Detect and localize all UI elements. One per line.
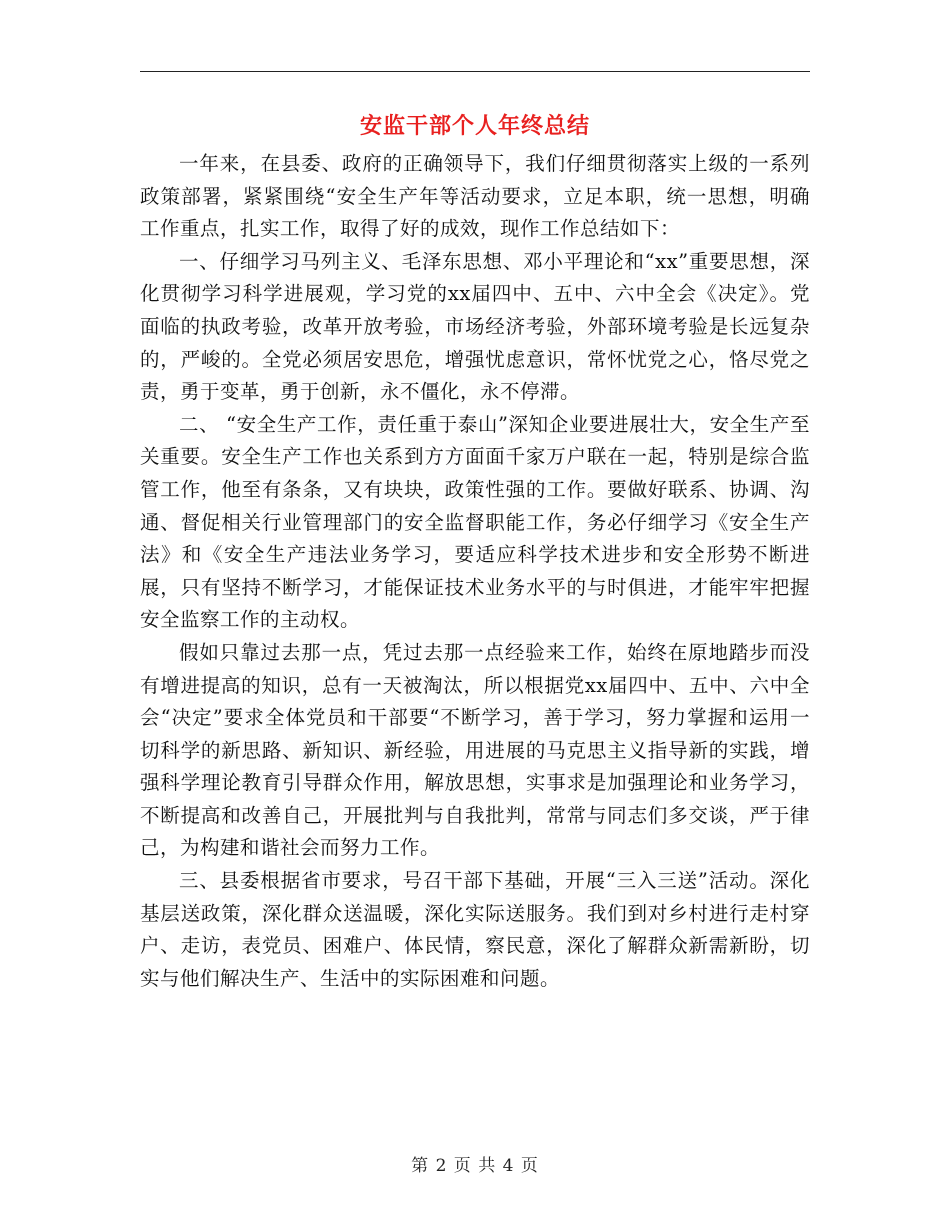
paragraph-section-3: 三、县委根据省市要求，号召干部下基础，开展“三入三送”活动。深化基层送政策，深化群众送温暖，深化实际送服务。我们到对乡村进行走村穿户、走访，表党员、困难户、体民情，察民意，深化了解群众新需新盼，切实与他们解决生产、生活中的实际困难和问题。 — [140, 869, 810, 990]
document-title: 安监干部个人年终总结 — [359, 113, 590, 139]
header-rule — [140, 71, 810, 72]
paragraph-section-1: 一、仔细学习马列主义、毛泽东思想、邓小平理论和“xx”重要思想，深化贯彻学习科学进展观，学习党的xx届四中、五中、六中全会《决定》。党面临的执政考验，改革开放考验，市场经济考验，外部环境考验是长远复杂的，严峻的。全党必须居安思危，增强忧虑意识，常怀忧党之心，恪尽党之责，勇于变革，勇于创新，永不僵化，永不停滞。 — [140, 249, 810, 404]
paragraph-section-2: 二、 “安全生产工作，责任重于泰山”深知企业要进展壮大，安全生产至关重要。安全生产工作也关系到方方面面千家万户联在一起，特别是综合监管工作，他至有条条，又有块块，政策性强的工作。要做好联系、协调、沟通、督促相关行业管理部门的安全监督职能工作，务必仔细学习《安全生产法》和《安全生产违法业务学习，要适应科学技术进步和安全形势不断进展，只有坚持不断学习，才能保证技术业务水平的与时俱进，才能牢牢把握安全监察工作的主动权。 — [140, 412, 810, 632]
page-number: 第 2 页 共 4 页 — [411, 1156, 539, 1176]
document-body — [140, 148, 810, 995]
paragraph-intro: 一年来，在县委、政府的正确领导下，我们仔细贯彻落实上级的一系列政策部署，紧紧围绕“安全生产年等活动要求，立足本职，统一思想，明确工作重点，扎实工作，取得了好的成效，现作工作总结如下： — [140, 152, 810, 241]
paragraph-section-2-continued: 假如只靠过去那一点，凭过去那一点经验来工作，始终在原地踏步而没有增进提高的知识，总有一天被淘汰，所以根据党xx届四中、五中、六中全会“决定”要求全体党员和干部要“不断学习，善于学习，努力掌握和运用一切科学的新思路、新知识、新经验，用进展的马克思主义指导新的实践，增强科学理论教育引导群众作用，解放思想，实事求是加强理论和业务学习，不断提高和改善自己，开展批判与自我批判，常常与同志们多交谈，严于律己，为构建和谐社会而努力工作。 — [140, 640, 810, 860]
